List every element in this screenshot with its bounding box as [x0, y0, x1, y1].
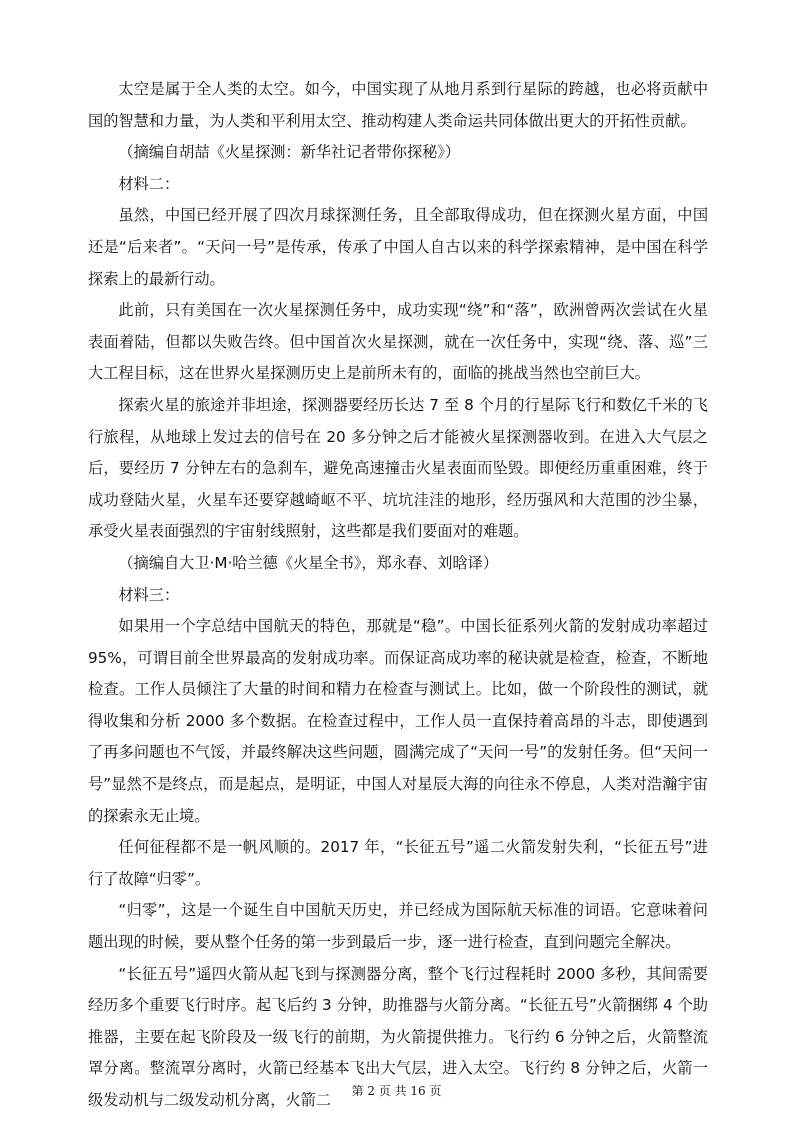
section-heading: 材料三：: [118, 585, 180, 604]
paragraph: “归零”，这是一个诞生自中国航天历史，并已经成为国际航天标准的词语。它意味着问题出现的时候，要从整个任务的第一步到最后一步，逐一进行检查，直到问题完全解决。: [88, 901, 708, 952]
paragraph: 任何征程都不是一帆风顺的。2017 年，“长征五号”遥二火箭发射失利，“长征五号”进行了故障“归零”。: [88, 838, 708, 888]
source-note: （摘编自大卫·M·哈兰德《火星全书》，郑永春、刘晗译）: [118, 553, 499, 572]
paragraph: 太空是属于全人类的太空。如今，中国实现了从地月系到行星际的跨越，也必将贡献中国的智慧和力量，为人类和平利用太空、推动构建人类命运共同体做出更大的开拓性贡献。: [88, 80, 708, 130]
page-number-footer: 第 2 页 共 16 页: [351, 1084, 442, 1098]
section-heading: 材料二：: [118, 174, 180, 193]
document-body: [88, 74, 708, 1117]
paragraph: “长征五号”遥四火箭从起飞到与探测器分离，整个飞行过程耗时 2000 多秒，其间需要经历多个重要飞行时序。起飞后约 3 分钟，助推器与火箭分离。“长征五号”火箭捆绑 4 个助推器，主要在起飞阶段及一级飞行的前期，为火箭提供推力。飞行约 6 分钟之后，火箭整流罩分离。整流罩分离时，火箭已经基本飞出大气层，进入太空。飞行约 8 分钟之后，火箭一级发动机与二级发动机分离，火箭二: [88, 964, 708, 1109]
paragraph: 探索火星的旅途并非坦途，探测器要经历长达 7 至 8 个月的行星际飞行和数亿千米的飞行旅程，从地球上发过去的信号在 20 多分钟之后才能被火星探测器收到。在进入大气层之后，要经历 7 分钟左右的急刹车，避免高速撞击火星表面而坠毁。即便经历重重困难，终于成功登陆火星，火星车还要穿越崎岖不平、坑坑洼洼的地形，经历强风和大范围的沙尘暴，承受火星表面强烈的宇宙射线照射，这些都是我们要面对的难题。: [88, 395, 708, 541]
paragraph: 虽然，中国已经开展了四次月球探测任务，且全部取得成功，但在探测火星方面，中国还是“后来者”。“天问一号”是传承，传承了中国人自古以来的科学探索精神，是中国在科学探索上的最新行动。: [88, 206, 708, 288]
paragraph: 此前，只有美国在一次火星探测任务中，成功实现“绕”和“落”，欧洲曾两次尝试在火星表面着陆，但都以失败告终。但中国首次火星探测，就在一次任务中，实现“绕、落、巡”三大工程目标，这在世界火星探测历史上是前所未有的，面临的挑战当然也空前巨大。: [88, 301, 708, 383]
paragraph: 如果用一个字总结中国航天的特色，那就是“稳”。中国长征系列火箭的发射成功率超过 95%，可谓目前全世界最高的发射成功率。而保证高成功率的秘诀就是检查，检查，不断地检查。工作人员倾注了大量的时间和精力在检查与测试上。比如，做一个阶段性的测试，就得收集和分析 2000 多个数据。在检查过程中，工作人员一直保持着高昂的斗志，即使遇到了再多问题也不气馁，并最终解决这些问题，圆满完成了“天问一号”的发射任务。但“天问一号”显然不是终点，而是起点，是明证，中国人对星辰大海的向往永不停息，人类对浩瀚宇宙的探索永无止境。: [88, 617, 708, 825]
source-note: （摘编自胡喆《火星探测：新华社记者带你探秘》）: [118, 143, 461, 162]
